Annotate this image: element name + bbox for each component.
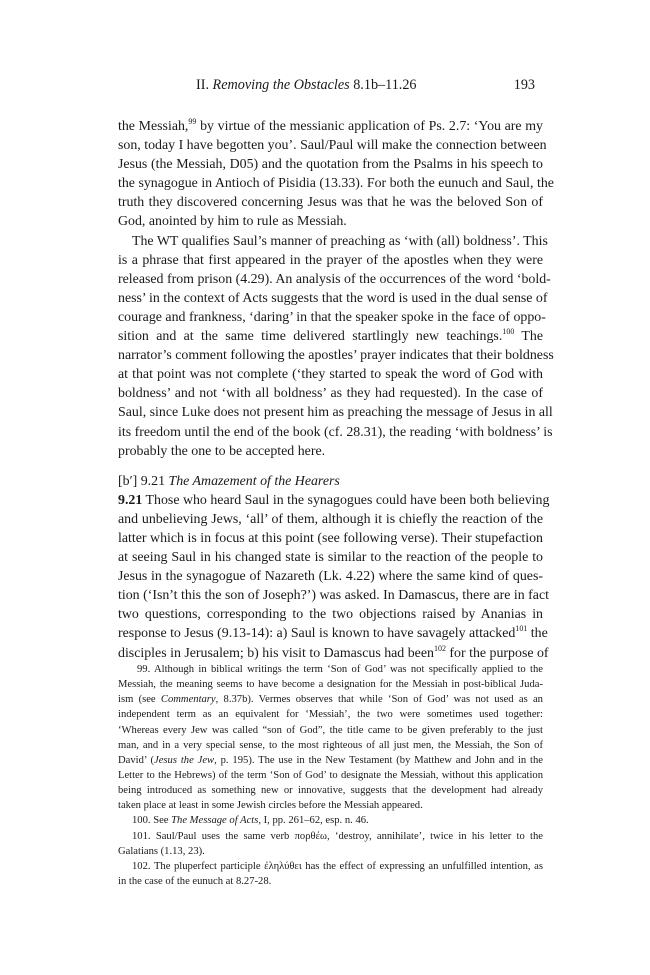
- text-line: the synagogue in Antioch of Pisidia (13.33). For both the eunuch and Saul, the: [118, 176, 554, 192]
- text-line: Saul, since Luke does not present him as preaching the message of Jesus in all: [118, 405, 553, 421]
- text-line: courage and frankness, ‘daring’ in that the speaker spoke in the face of oppo-: [118, 309, 546, 325]
- footnote-line: taken place at least in some Jewish circles before the Messiah appeared.: [118, 800, 423, 812]
- text-line: Jesus in the synagogue of Nazareth (Lk. 4.22) where the same kind of ques-: [118, 569, 543, 585]
- text-line: tion (‘Isn’t this the son of Joseph?’) was asked. In Damascus, there are in fact: [118, 588, 549, 604]
- footnote-line: independent term as an equivalent for ‘Messiah’, the two were sometimes used together:: [118, 709, 543, 721]
- footnote-ref-102[interactable]: 102: [433, 643, 446, 653]
- text-line: God, anointed by him to rule as Messiah.: [118, 214, 347, 230]
- text-run: the: [527, 626, 548, 642]
- text-line: The WT qualifies Saul’s manner of preaching as ‘with (all) boldness’. This: [132, 233, 548, 249]
- text-run: The: [514, 329, 543, 345]
- cited-title: The Message of Acts: [171, 815, 259, 827]
- section-heading: [118, 472, 543, 491]
- page-number: 193: [513, 77, 535, 93]
- text-run: , I, pp. 261–62, esp. n. 46.: [258, 815, 369, 827]
- footnote-99: 99. Although in biblical writings the term ‘Son of God’ was not specifically applied to the: [137, 664, 543, 675]
- section-label: [b′] 9.21: [118, 473, 169, 489]
- footnote-line: in the case of the eunuch at 8.27-28.: [118, 875, 272, 887]
- footnote-line: Letter to the Hebrews) of the term ‘Son of God’ to designate the Messiah, without this application: [118, 769, 543, 781]
- verse-number: 9.21: [118, 492, 143, 508]
- text-run: 100. See: [132, 815, 172, 827]
- text-line: [118, 643, 549, 663]
- text-run: response to Jesus (9.13-14): a) Saul is known to have savagely attacked: [118, 626, 516, 642]
- text-run: , p. 195). The use in the New Testament (by Matthew and John and in the: [214, 754, 544, 766]
- footnote-line: man, and in a very special sense, to the most righteous of all just men, the Messiah, the Son of: [118, 739, 543, 751]
- text-run: David’ (: [118, 754, 155, 766]
- text-line: at seeing Saul in his changed state is similar to the reaction of the people to: [118, 550, 543, 566]
- text-line: boldness’ and not ‘with all boldness’ as they had requested). In the case of: [118, 386, 543, 402]
- text-run: , 8.37b). Vermes observes that while ‘Son of God’ was not used as an: [215, 694, 543, 706]
- text-line: at that point was not complete (‘they started to speak the word of God with: [118, 367, 543, 383]
- text-line: [118, 491, 550, 510]
- footnote-100: [118, 813, 543, 828]
- text-line: is a phrase that first appeared in the prayer of the apostles when they were: [118, 252, 543, 268]
- running-title-suffix: 8.1b–11.26: [349, 77, 417, 93]
- text-line: narrator’s comment following the apostles’ prayer indicates that their boldness: [118, 348, 554, 364]
- text-line: released from prison (4.29). An analysis of the occurrences of the word ‘bold-: [118, 271, 551, 287]
- footnote-ref-101[interactable]: 101: [515, 624, 528, 634]
- footnote-102: 102. The pluperfect participle ἐληλύθει has the effect of expressing an unfulfilled intention, as: [132, 860, 543, 872]
- footnote-ref-100[interactable]: 100: [502, 327, 515, 337]
- footnote-ref-99[interactable]: 99: [188, 117, 197, 126]
- text-line: truth they discovered concerning Jesus was that he was the beloved Son of: [118, 195, 543, 211]
- text-line: son, today I have begotten you’. Saul/Paul will make the connection between: [118, 138, 547, 154]
- text-line: Jesus (the Messiah, D05) and the quotation from the Psalms in his speech to: [118, 157, 543, 173]
- text-run: Those who heard Saul in the synagogues could have been both believing: [142, 492, 550, 508]
- text-line: two questions, corresponding to the two objections raised by Ananias in: [118, 607, 543, 623]
- footnote-line: [118, 753, 543, 768]
- footnote-line: being introduced as something new or innovative, suggests that the development had already: [118, 785, 543, 797]
- running-title-italic: Removing the Obstacles: [212, 77, 350, 93]
- section-title: The Amazement of the Hearers: [168, 473, 340, 489]
- text-line: its freedom until the end of the book (cf. 28.31), the reading ‘with boldness’ is: [118, 424, 553, 440]
- text-line: ness’ in the context of Acts suggests that the word is used in the dual sense of: [118, 290, 548, 306]
- running-title: [196, 77, 417, 94]
- cited-title: Commentary: [160, 694, 216, 706]
- footnotes: [118, 662, 543, 889]
- footnote-line: [118, 692, 543, 707]
- footnote-line: Messiah, the meaning seems to have become a designation for the Messiah in post-biblical Juda-: [118, 679, 543, 691]
- main-text: [118, 117, 554, 663]
- cited-title: Jesus the Jew: [154, 754, 215, 766]
- text-line: [118, 117, 543, 136]
- footnote-101: 101. Saul/Paul uses the same verb πορθέω, ‘destroy, annihilate’, twice in his letter to the: [132, 830, 543, 842]
- running-title-prefix: II.: [196, 77, 213, 93]
- text-run: the Messiah,: [118, 119, 189, 134]
- text-run: by virtue of the messianic application of Ps. 2.7: ‘You are my: [196, 119, 543, 134]
- text-line: and unbelieving Jews, ‘all’ of them, although it is chiefly the reaction of the: [118, 511, 543, 527]
- text-line: [118, 624, 548, 643]
- text-line: latter which is in focus at this point (see following verse). Their stupefaction: [118, 530, 543, 546]
- text-run: sition and at the same time delivered startlingly new teachings.: [118, 329, 503, 345]
- footnote-line: ‘Whereas every Jew was called “son of God”, the title came to be given preferably to the just: [118, 724, 543, 736]
- footnote-line: Galatians (1.13, 23).: [118, 845, 205, 857]
- text-line: [118, 327, 543, 346]
- running-header: [118, 77, 543, 95]
- text-line: probably the one to be accepted here.: [118, 443, 326, 459]
- text-run: disciples in Jerusalem; b) his visit to Damascus had been: [118, 645, 434, 661]
- text-run: for the purpose of: [445, 645, 549, 661]
- text-run: ism (see: [118, 694, 161, 706]
